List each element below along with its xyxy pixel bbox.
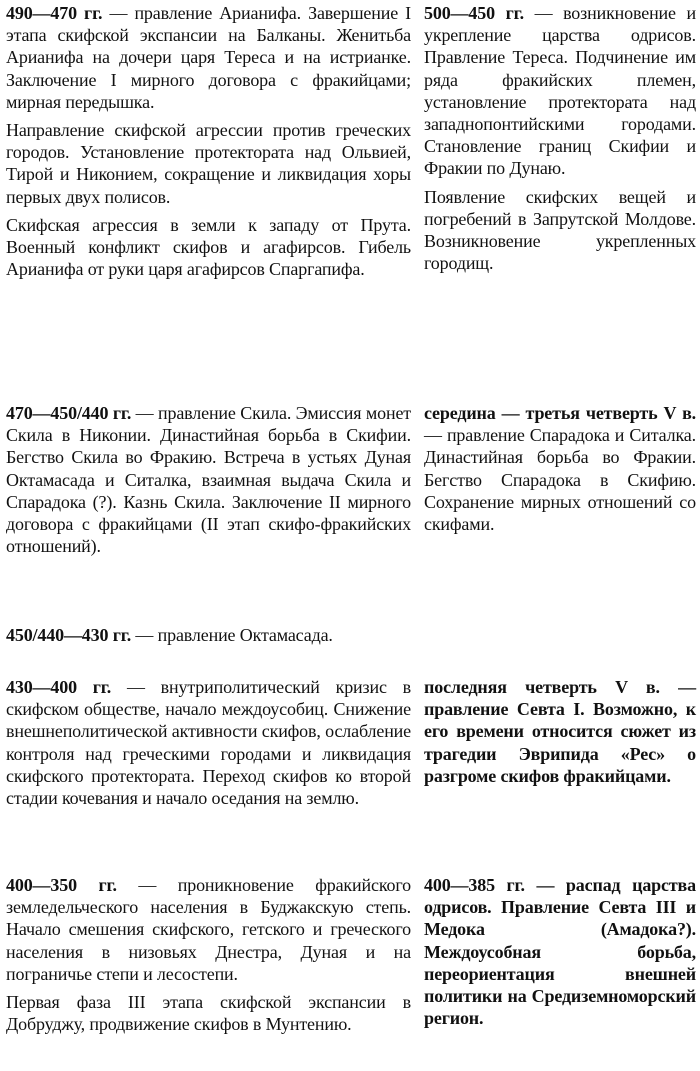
paragraph <box>6 991 411 1035</box>
entry-490-470 <box>6 2 411 280</box>
entry-text: — правление Арианифа. Завершение I этапа скифской экспансии на Балканы. Женитьба Арианифа на дочери царя Тереса и на истрианке. Заключение I мирного договора с фракийцами; мирная передышка. <box>6 3 412 112</box>
entry-text: — возникновение и укрепление царства одрисов. Правление Тереса. Подчинение им ряда фракийских племен, установление протектората над западнопонтийскими городами. Становление границ Скифии и Фракии по Дунаю. <box>424 3 696 179</box>
paragraph <box>6 676 411 809</box>
paragraph <box>6 874 411 985</box>
paragraph <box>424 2 696 180</box>
paragraph <box>6 402 411 557</box>
paragraph <box>6 214 411 281</box>
entry-text: — правление Октамасада. <box>131 625 333 645</box>
entry-date: середина — третья четверть V в. <box>424 403 696 423</box>
entry-date: 450/440—430 гг. <box>6 625 132 645</box>
entry-text: — распад царства одрисов. Правление Севта III и Медока (Амадока?). Междоусобная борьба, переориентация внешней политики на Средиземноморский регион. <box>424 875 696 1029</box>
paragraph <box>6 119 411 208</box>
entry-text: Направление скифской агрессии против греческих городов. Установление протектората над Ольвией, Тирой и Никонием, сокращение и ликвидация хоры первых двух полисов. <box>6 120 411 207</box>
entry-text: — проникновение фракийского земледельческого населения в Буджакскую степь. Начало смешения скифского, гетского и греческого населения в низовьях Днестра, Дуная и на пограничье степи и лесостепи. <box>6 875 411 984</box>
entry-text: Появление скифских вещей и погребений в Запрутской Молдове. Возникновение укрепленных городищ. <box>424 186 696 274</box>
paragraph <box>6 624 411 646</box>
entry-date: 430—400 гг. <box>6 677 112 697</box>
entry-text: — правление Скила. Эмиссия монет Скила в Никонии. Династийная борьба в Скифии. Бегство Скила во Фракию. Встреча в устьях Дуная Октамасада и Ситалка, взаимная выдача Скила и Спарадока (?). Казнь Скила. Заключение II мирного договора с фракийцами (II этап скифо-фракийских отношений). <box>6 403 411 557</box>
entry-500-450 <box>424 2 696 274</box>
paragraph <box>424 676 696 787</box>
entry-400-385 <box>424 874 696 1029</box>
entry-date: 490—470 гг. <box>6 3 103 23</box>
paragraph <box>424 874 696 1029</box>
entry-text: — правление Спарадока и Ситалка. Династийная борьба во Фракии. Бегство Спарадока в Скифию. Сохранение мирных отношений со скифами. <box>424 425 696 535</box>
entry-450-430 <box>6 624 411 646</box>
paragraph <box>424 186 696 275</box>
entry-date: 470—450/440 гг. <box>6 403 132 423</box>
entry-470-450 <box>6 402 411 557</box>
entry-430-400 <box>6 676 411 809</box>
entry-400-350 <box>6 874 411 1035</box>
entry-text: — внутриполитический кризис в скифском обществе, начало междоусобиц. Снижение внешнеполитической активности скифов, ослабление контроля над греческими городами и ликвидация скифского протектората. Переход скифов ко второй стадии кочевания и начало оседания на землю. <box>6 677 411 809</box>
entry-last-quarter-5th-century <box>424 676 696 787</box>
paragraph <box>6 2 411 113</box>
entry-date: 400—385 гг. <box>424 875 525 895</box>
entry-date: 400—350 гг. <box>6 875 117 895</box>
entry-date: 500—450 гг. <box>424 3 524 23</box>
paragraph <box>424 402 696 535</box>
entry-text: Скифская агрессия в земли к западу от Прута. Военный конфликт скифов и агафирсов. Гибель Арианифа от руки царя агафирсов Спаргапифа. <box>6 214 411 280</box>
entry-date: последняя четверть V в. <box>424 677 660 697</box>
entry-mid-5th-century <box>424 402 696 535</box>
entry-text: Первая фаза III этапа скифской экспансии в Добруджу, продвижение скифов в Мунтению. <box>6 992 411 1035</box>
entry-text: — правление Севта I. Возможно, к его времени относится сюжет из трагедии Эврипида «Рес» о разгроме скифов фракийцами. <box>424 677 697 786</box>
